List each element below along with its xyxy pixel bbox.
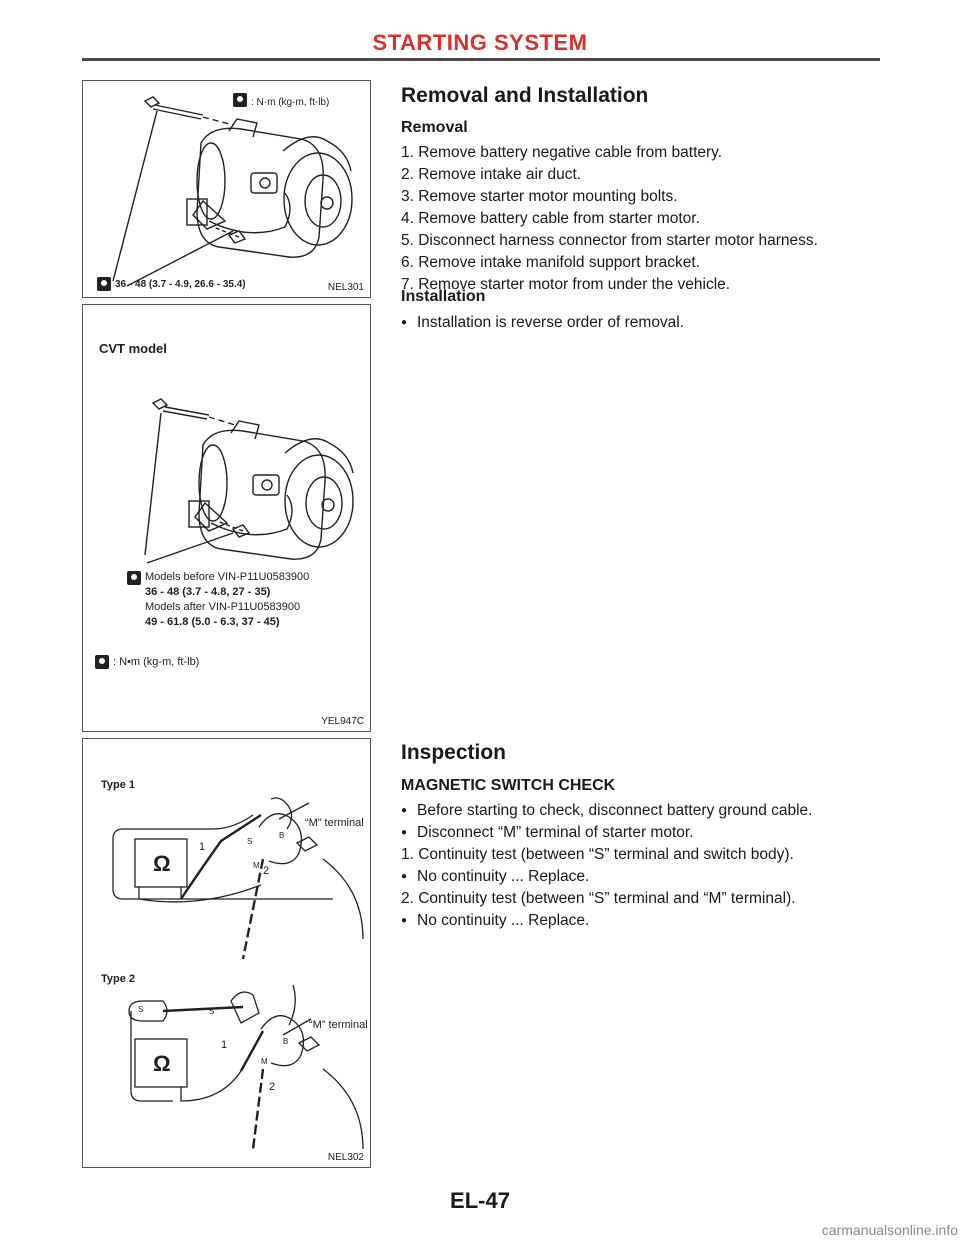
removal-step: 1. Remove battery negative cable from battery.	[401, 144, 723, 161]
torque-after-value: 49 - 61.8 (5.0 - 6.3, 37 - 45)	[145, 616, 280, 628]
terminal-b-label: B	[283, 1037, 289, 1046]
bullet-icon	[401, 868, 417, 885]
cvt-starter-drawing	[83, 305, 372, 733]
inspection-line: 2. Continuity test (between “S” terminal and “M” terminal).	[401, 890, 796, 907]
installation-list	[401, 312, 684, 334]
inspection-line: ● Before starting to check, disconnect battery ground cable.	[401, 800, 812, 822]
page-number: EL-47	[450, 1188, 510, 1213]
torque-unit-label: : N•m (kg-m, ft-lb)	[113, 656, 200, 668]
figure-magnetic-switch-check	[82, 738, 371, 1168]
terminal-s-label: S	[247, 837, 253, 846]
inspection-list	[401, 800, 812, 932]
bullet-icon	[401, 802, 417, 819]
ohm-meter-2: Ω	[153, 1051, 171, 1076]
probe-2-label: 2	[269, 1081, 276, 1093]
removal-step: 3. Remove starter motor mounting bolts.	[401, 188, 678, 205]
subsection-installation: Installation	[401, 288, 486, 305]
inspection-line: ● Disconnect “M” terminal of starter motor.	[401, 822, 812, 844]
models-before-label: Models before VIN-P11U0583900	[145, 571, 310, 583]
m-terminal-label-1: “M” terminal	[305, 817, 364, 829]
torque-unit-label: : N·m (kg-m, ft-lb)	[251, 97, 330, 108]
removal-step: 6. Remove intake manifold support bracket.	[401, 254, 700, 271]
terminal-s-label: S	[209, 1007, 215, 1016]
type-1-label: Type 1	[101, 779, 136, 791]
page-header-title: STARTING SYSTEM	[372, 30, 588, 55]
removal-step: 2. Remove intake air duct.	[401, 166, 582, 183]
section-title-inspection: Inspection	[401, 741, 507, 764]
type-2-label: Type 2	[101, 973, 136, 985]
header-rule	[82, 58, 880, 61]
models-after-label: Models after VIN-P11U0583900	[145, 601, 301, 613]
installation-bullet	[401, 312, 684, 334]
continuity-test-drawing	[83, 739, 372, 1169]
m-terminal-label-2: “M” terminal	[309, 1019, 368, 1031]
inspection-line: ● No continuity ... Replace.	[401, 910, 812, 932]
figure-code: NEL302	[327, 1152, 364, 1163]
probe-1-label: 1	[221, 1039, 228, 1051]
bullet-icon	[401, 314, 417, 331]
removal-step: 5. Disconnect harness connector from starter motor harness.	[401, 232, 818, 249]
removal-step: 4. Remove battery cable from starter motor.	[401, 210, 700, 227]
cvt-model-label: CVT model	[99, 341, 167, 356]
torque-value-label: 36 - 48 (3.7 - 4.9, 26.6 - 35.4)	[115, 279, 246, 290]
removal-steps-list	[401, 142, 818, 296]
figure-code: YEL947C	[321, 716, 364, 727]
removal-step: 7. Remove starter motor from under the vehicle.	[401, 276, 731, 293]
terminal-m-label: M	[261, 1057, 268, 1066]
torque-before-value: 36 - 48 (3.7 - 4.8, 27 - 35)	[145, 586, 271, 598]
figure-starter-removal	[82, 80, 371, 298]
bullet-icon	[401, 912, 417, 929]
installation-text: Installation is reverse order of removal.	[417, 314, 685, 331]
ohm-meter-1: Ω	[153, 851, 171, 876]
terminal-m-label: M	[253, 861, 260, 870]
bullet-icon	[401, 824, 417, 841]
watermark: carmanualsonline.info	[821, 1222, 958, 1238]
inspection-line: ● No continuity ... Replace.	[401, 866, 812, 888]
terminal-s-label: S	[138, 1005, 144, 1014]
subsection-magnetic-switch-check: MAGNETIC SWITCH CHECK	[401, 777, 616, 794]
starter-motor-drawing	[83, 81, 372, 299]
inspection-line: 1. Continuity test (between “S” terminal and switch body).	[401, 846, 794, 863]
figure-code: NEL301	[327, 282, 364, 293]
probe-1-label: 1	[199, 841, 206, 853]
section-title-removal-installation: Removal and Installation	[401, 84, 649, 107]
subsection-removal: Removal	[401, 119, 468, 136]
probe-2-label: 2	[263, 865, 270, 877]
figure-cvt-starter	[82, 304, 371, 732]
terminal-b-label: B	[279, 831, 285, 840]
